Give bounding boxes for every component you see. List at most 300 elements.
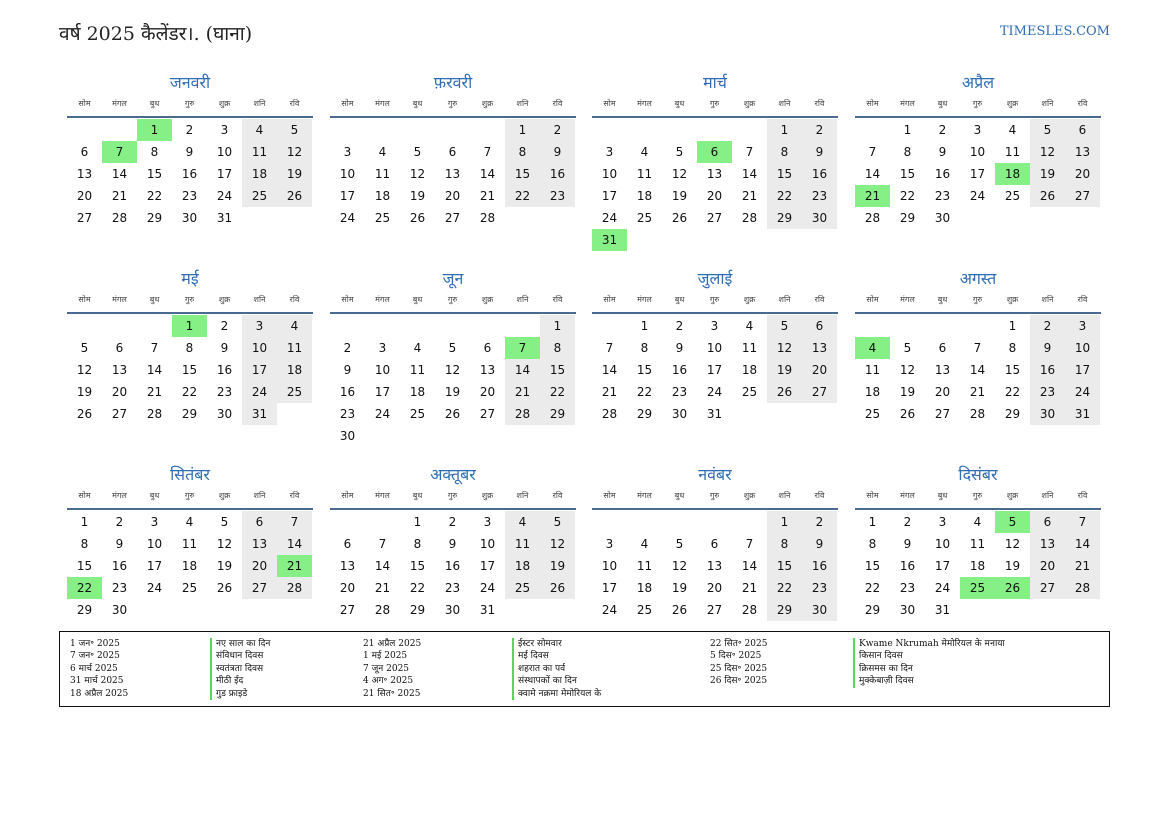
holiday-day-cell: 26 [995, 577, 1030, 599]
day-cell: 9 [938, 145, 947, 159]
legend-holiday-name: संविधान दिवस [216, 651, 264, 662]
day-cell: 20 [76, 189, 93, 203]
day-cell: 4 [640, 537, 649, 551]
day-cell: 11 [277, 337, 312, 359]
weekday-label: गुरु [972, 491, 983, 500]
day-cell: 24 [339, 211, 356, 225]
day-cell: 3 [973, 123, 982, 137]
weekday-label: शनि [778, 99, 791, 108]
month-name: अक्तूबर [430, 465, 476, 484]
day-cell: 24 [216, 189, 233, 203]
day-cell: 26 [1030, 185, 1065, 207]
weekday-label: बुध [149, 295, 160, 304]
weekday-label: बुध [674, 295, 685, 304]
weekday-label: सोम [866, 295, 879, 304]
day-cell: 18 [864, 385, 881, 399]
day-cell: 24 [706, 385, 723, 399]
empty-cell [890, 315, 925, 337]
day-cell: 28 [741, 211, 758, 225]
day-cell: 27 [706, 603, 723, 617]
day-cell: 16 [802, 163, 837, 185]
day-cell: 27 [339, 603, 356, 617]
month-block [855, 268, 1101, 425]
weekday-label: गुरु [709, 99, 720, 108]
day-cell: 27 [1030, 577, 1065, 599]
day-cell: 29 [146, 211, 163, 225]
legend-holiday-name: नए साल का दिन [216, 639, 271, 649]
day-cell: 22 [146, 189, 163, 203]
day-cell: 27 [111, 407, 128, 421]
day-cell: 8 [540, 337, 575, 359]
day-cell: 5 [220, 515, 229, 529]
day-cell: 9 [185, 145, 194, 159]
day-cell: 24 [479, 581, 496, 595]
day-cell: 25 [242, 185, 277, 207]
day-cell: 4 [277, 315, 312, 337]
day-cell: 28 [146, 407, 163, 421]
weekday-label: मंगल [375, 99, 390, 108]
day-cell: 25 [277, 381, 312, 403]
day-cell: 29 [540, 403, 575, 425]
day-cell: 5 [675, 145, 684, 159]
day-cell: 26 [767, 381, 802, 403]
weekday-label: शुक्र [1006, 99, 1019, 108]
empty-cell [697, 511, 732, 533]
day-cell: 27 [76, 211, 93, 225]
weekday-label: मंगल [900, 295, 915, 304]
day-cell: 28 [111, 211, 128, 225]
day-cell: 12 [277, 141, 312, 163]
month-name: अप्रैल [961, 73, 995, 92]
weekday-label: शुक्र [218, 295, 231, 304]
day-cell: 8 [413, 537, 422, 551]
day-cell: 14 [479, 167, 496, 181]
day-cell: 21 [146, 385, 163, 399]
day-cell: 22 [767, 577, 802, 599]
day-cell: 2 [903, 515, 912, 529]
day-cell: 15 [636, 363, 653, 377]
weekday-label: सोम [603, 99, 616, 108]
day-cell: 25 [1004, 189, 1021, 203]
weekday-label: रवि [814, 491, 825, 500]
weekday-label: मंगल [900, 99, 915, 108]
day-cell: 12 [409, 167, 426, 181]
day-cell: 6 [115, 341, 124, 355]
day-cell: 28 [864, 211, 881, 225]
weekday-label: रवि [1077, 99, 1088, 108]
weekday-label: सोम [603, 295, 616, 304]
weekday-label: शुक्र [743, 99, 756, 108]
weekday-label: शनि [1041, 295, 1054, 304]
day-cell: 11 [181, 537, 198, 551]
day-cell: 7 [483, 145, 492, 159]
day-cell: 22 [767, 185, 802, 207]
day-cell: 16 [444, 559, 461, 573]
day-cell: 2 [448, 515, 457, 529]
day-cell: 10 [146, 537, 163, 551]
weekday-label: शनि [253, 99, 266, 108]
day-cell: 29 [636, 407, 653, 421]
day-cell: 16 [339, 385, 356, 399]
legend-holiday-name: स्वतंत्रता दिवस [216, 663, 264, 674]
day-cell: 13 [934, 363, 951, 377]
holiday-day-cell: 31 [592, 229, 627, 251]
legend-date: 7 जून 2025 [363, 663, 410, 674]
day-grid [855, 510, 1101, 621]
day-cell: 5 [413, 145, 422, 159]
empty-cell [365, 315, 400, 337]
weekday-label: सोम [866, 99, 879, 108]
day-cell: 7 [378, 537, 387, 551]
weekday-label: शनि [778, 491, 791, 500]
day-cell: 28 [601, 407, 618, 421]
day-cell: 18 [409, 385, 426, 399]
calendar-grid [67, 72, 1101, 617]
weekday-label: बुध [937, 99, 948, 108]
month-block [330, 464, 576, 621]
month-block [855, 72, 1101, 229]
weekday-label: मंगल [112, 491, 127, 500]
weekday-label: शुक्र [1006, 295, 1019, 304]
weekday-header [855, 489, 1101, 510]
day-cell: 30 [444, 603, 461, 617]
day-cell: 13 [706, 559, 723, 573]
day-cell: 20 [934, 385, 951, 399]
holiday-day-cell: 25 [960, 577, 995, 599]
day-cell: 27 [444, 211, 461, 225]
empty-cell [400, 315, 435, 337]
day-cell: 8 [767, 141, 802, 163]
day-cell: 19 [671, 581, 688, 595]
day-cell: 1 [413, 515, 422, 529]
weekday-header [855, 293, 1101, 314]
day-cell: 7 [605, 341, 614, 355]
day-grid [67, 314, 313, 425]
empty-cell [855, 119, 890, 141]
day-cell: 29 [864, 603, 881, 617]
day-cell: 30 [339, 429, 356, 443]
day-cell: 19 [76, 385, 93, 399]
day-cell: 5 [80, 341, 89, 355]
legend-date: 21 सित॰ 2025 [363, 688, 421, 699]
weekday-header [855, 97, 1101, 118]
day-cell: 12 [216, 537, 233, 551]
month-name: जुलाई [697, 269, 733, 288]
empty-cell [592, 315, 627, 337]
day-cell: 15 [409, 559, 426, 573]
legend-date: 7 जन॰ 2025 [70, 651, 120, 662]
day-cell: 23 [339, 407, 356, 421]
day-cell: 15 [181, 363, 198, 377]
day-cell: 10 [374, 363, 391, 377]
day-cell: 8 [80, 537, 89, 551]
day-cell: 3 [378, 341, 387, 355]
legend-date: 31 मार्च 2025 [70, 676, 124, 687]
weekday-label: शुक्र [1006, 491, 1019, 500]
day-cell: 24 [242, 381, 277, 403]
day-cell: 20 [706, 581, 723, 595]
day-cell: 19 [444, 385, 461, 399]
day-cell: 28 [479, 211, 496, 225]
day-cell: 21 [111, 189, 128, 203]
legend-names [512, 638, 601, 700]
month-name: मई [181, 269, 199, 288]
month-name: जून [442, 269, 464, 288]
weekday-label: शनि [516, 99, 529, 108]
weekday-label: बुध [412, 99, 423, 108]
weekday-header [67, 293, 313, 314]
day-cell: 1 [640, 319, 649, 333]
day-cell: 6 [802, 315, 837, 337]
day-cell: 4 [413, 341, 422, 355]
day-cell: 8 [150, 145, 159, 159]
day-cell: 17 [242, 359, 277, 381]
day-cell: 17 [706, 363, 723, 377]
day-cell: 19 [671, 189, 688, 203]
day-cell: 7 [868, 145, 877, 159]
legend-date: 6 मार्च 2025 [70, 663, 118, 674]
weekday-label: सोम [341, 295, 354, 304]
day-cell: 28 [277, 577, 312, 599]
day-cell: 9 [540, 141, 575, 163]
weekday-label: बुध [412, 491, 423, 500]
holiday-legend [59, 631, 1110, 707]
day-cell: 13 [706, 167, 723, 181]
day-cell: 18 [181, 559, 198, 573]
day-cell: 2 [675, 319, 684, 333]
day-cell: 25 [505, 577, 540, 599]
day-cell: 15 [767, 163, 802, 185]
day-cell: 20 [479, 385, 496, 399]
day-cell: 19 [216, 559, 233, 573]
weekday-label: मंगल [637, 99, 652, 108]
month-block [330, 268, 576, 447]
day-cell: 11 [242, 141, 277, 163]
weekday-label: रवि [289, 491, 300, 500]
day-cell: 12 [76, 363, 93, 377]
legend-dates [710, 638, 767, 688]
day-cell: 13 [1065, 141, 1100, 163]
day-cell: 11 [374, 167, 391, 181]
month-block [592, 268, 838, 425]
day-cell: 13 [479, 363, 496, 377]
day-cell: 10 [601, 167, 618, 181]
day-cell: 6 [80, 145, 89, 159]
day-cell: 17 [601, 189, 618, 203]
day-cell: 21 [741, 581, 758, 595]
day-cell: 21 [505, 381, 540, 403]
day-grid [592, 118, 838, 251]
day-cell: 30 [671, 407, 688, 421]
weekday-label: गुरु [972, 295, 983, 304]
weekday-label: गुरु [184, 99, 195, 108]
legend-holiday-name: किसान दिवस [859, 651, 903, 662]
day-cell: 19 [1030, 163, 1065, 185]
day-cell: 14 [741, 559, 758, 573]
day-cell: 10 [969, 145, 986, 159]
legend-names [210, 638, 270, 700]
empty-cell [505, 315, 540, 337]
day-cell: 24 [601, 603, 618, 617]
day-cell: 23 [1030, 381, 1065, 403]
weekday-label: रवि [552, 491, 563, 500]
day-cell: 20 [802, 359, 837, 381]
legend-holiday-name: क्वामे नक्रमा मेमोरियल के [518, 688, 602, 699]
weekday-label: शुक्र [743, 295, 756, 304]
day-cell: 29 [899, 211, 916, 225]
legend-holiday-name: संस्थापकों का दिन [518, 676, 577, 687]
day-cell: 12 [671, 559, 688, 573]
day-cell: 22 [864, 581, 881, 595]
day-cell: 31 [216, 211, 233, 225]
day-grid [67, 510, 313, 621]
weekday-label: मंगल [637, 295, 652, 304]
day-cell: 29 [767, 599, 802, 621]
site-link[interactable]: TIMESLES.COM [999, 24, 1110, 39]
weekday-label: मंगल [112, 99, 127, 108]
day-cell: 21 [1065, 555, 1100, 577]
day-cell: 19 [899, 385, 916, 399]
day-cell: 22 [540, 381, 575, 403]
weekday-label: सोम [341, 491, 354, 500]
day-cell: 10 [216, 145, 233, 159]
day-cell: 24 [374, 407, 391, 421]
day-cell: 25 [636, 211, 653, 225]
month-block [592, 464, 838, 621]
weekday-label: सोम [341, 99, 354, 108]
day-cell: 30 [899, 603, 916, 617]
day-cell: 11 [1004, 145, 1021, 159]
day-cell: 31 [706, 407, 723, 421]
day-cell: 13 [444, 167, 461, 181]
weekday-label: गुरु [447, 99, 458, 108]
day-cell: 2 [115, 515, 124, 529]
empty-cell [697, 119, 732, 141]
day-cell: 19 [409, 189, 426, 203]
day-cell: 30 [216, 407, 233, 421]
legend-date: 1 मई 2025 [363, 651, 408, 662]
day-cell: 13 [339, 559, 356, 573]
weekday-label: बुध [412, 295, 423, 304]
day-cell: 4 [745, 319, 754, 333]
day-cell: 12 [1030, 141, 1065, 163]
empty-cell [67, 119, 102, 141]
day-cell: 22 [409, 581, 426, 595]
day-cell: 23 [802, 577, 837, 599]
day-cell: 10 [706, 341, 723, 355]
day-cell: 2 [220, 319, 229, 333]
day-cell: 6 [1065, 119, 1100, 141]
day-cell: 26 [409, 211, 426, 225]
day-cell: 17 [969, 167, 986, 181]
day-cell: 18 [242, 163, 277, 185]
weekday-label: रवि [814, 295, 825, 304]
day-cell: 18 [636, 581, 653, 595]
day-cell: 9 [903, 537, 912, 551]
day-cell: 7 [1065, 511, 1100, 533]
day-cell: 15 [767, 555, 802, 577]
day-cell: 22 [636, 385, 653, 399]
day-cell: 16 [216, 363, 233, 377]
day-cell: 10 [1065, 337, 1100, 359]
weekday-label: सोम [78, 99, 91, 108]
day-cell: 17 [1065, 359, 1100, 381]
month-block [67, 268, 313, 425]
month-name: फ़रवरी [433, 73, 473, 92]
day-cell: 5 [903, 341, 912, 355]
month-block [592, 72, 838, 251]
day-cell: 5 [448, 341, 457, 355]
day-cell: 14 [1065, 533, 1100, 555]
day-cell: 24 [601, 211, 618, 225]
day-cell: 14 [969, 363, 986, 377]
weekday-header [67, 97, 313, 118]
weekday-label: शुक्र [218, 491, 231, 500]
day-cell: 14 [601, 363, 618, 377]
weekday-label: शनि [516, 491, 529, 500]
day-cell: 10 [934, 537, 951, 551]
day-cell: 16 [181, 167, 198, 181]
day-cell: 17 [934, 559, 951, 573]
day-cell: 4 [242, 119, 277, 141]
weekday-label: बुध [149, 491, 160, 500]
day-cell: 11 [505, 533, 540, 555]
day-cell: 23 [216, 385, 233, 399]
day-cell: 6 [448, 145, 457, 159]
weekday-label: रवि [552, 295, 563, 304]
month-name: जनवरी [169, 73, 211, 92]
day-cell: 20 [111, 385, 128, 399]
day-cell: 1 [540, 315, 575, 337]
weekday-label: गुरु [709, 491, 720, 500]
day-cell: 23 [181, 189, 198, 203]
day-cell: 25 [741, 385, 758, 399]
day-cell: 29 [1004, 407, 1021, 421]
day-cell: 26 [540, 577, 575, 599]
legend-date: 18 अप्रैल 2025 [70, 688, 129, 699]
day-cell: 22 [505, 185, 540, 207]
day-cell: 16 [899, 559, 916, 573]
day-cell: 1 [1008, 319, 1017, 333]
weekday-header [67, 489, 313, 510]
day-cell: 7 [277, 511, 312, 533]
day-cell: 17 [216, 167, 233, 181]
weekday-label: रवि [289, 99, 300, 108]
day-cell: 27 [802, 381, 837, 403]
day-cell: 28 [1065, 577, 1100, 599]
month-name: दिसंबर [958, 465, 998, 484]
day-cell: 23 [934, 189, 951, 203]
day-cell: 3 [938, 515, 947, 529]
day-cell: 29 [409, 603, 426, 617]
day-cell: 5 [540, 511, 575, 533]
holiday-day-cell: 18 [995, 163, 1030, 185]
weekday-label: शुक्र [481, 491, 494, 500]
day-cell: 23 [111, 581, 128, 595]
weekday-label: गुरु [184, 491, 195, 500]
weekday-label: रवि [289, 295, 300, 304]
weekday-label: बुध [149, 99, 160, 108]
day-cell: 7 [150, 341, 159, 355]
month-block [67, 464, 313, 621]
day-cell: 21 [969, 385, 986, 399]
empty-cell [925, 315, 960, 337]
legend-holiday-name: गुड फ्राइडे [216, 688, 248, 699]
legend-date: 22 सित॰ 2025 [710, 639, 768, 649]
day-cell: 26 [277, 185, 312, 207]
day-cell: 15 [76, 559, 93, 573]
holiday-day-cell: 4 [855, 337, 890, 359]
